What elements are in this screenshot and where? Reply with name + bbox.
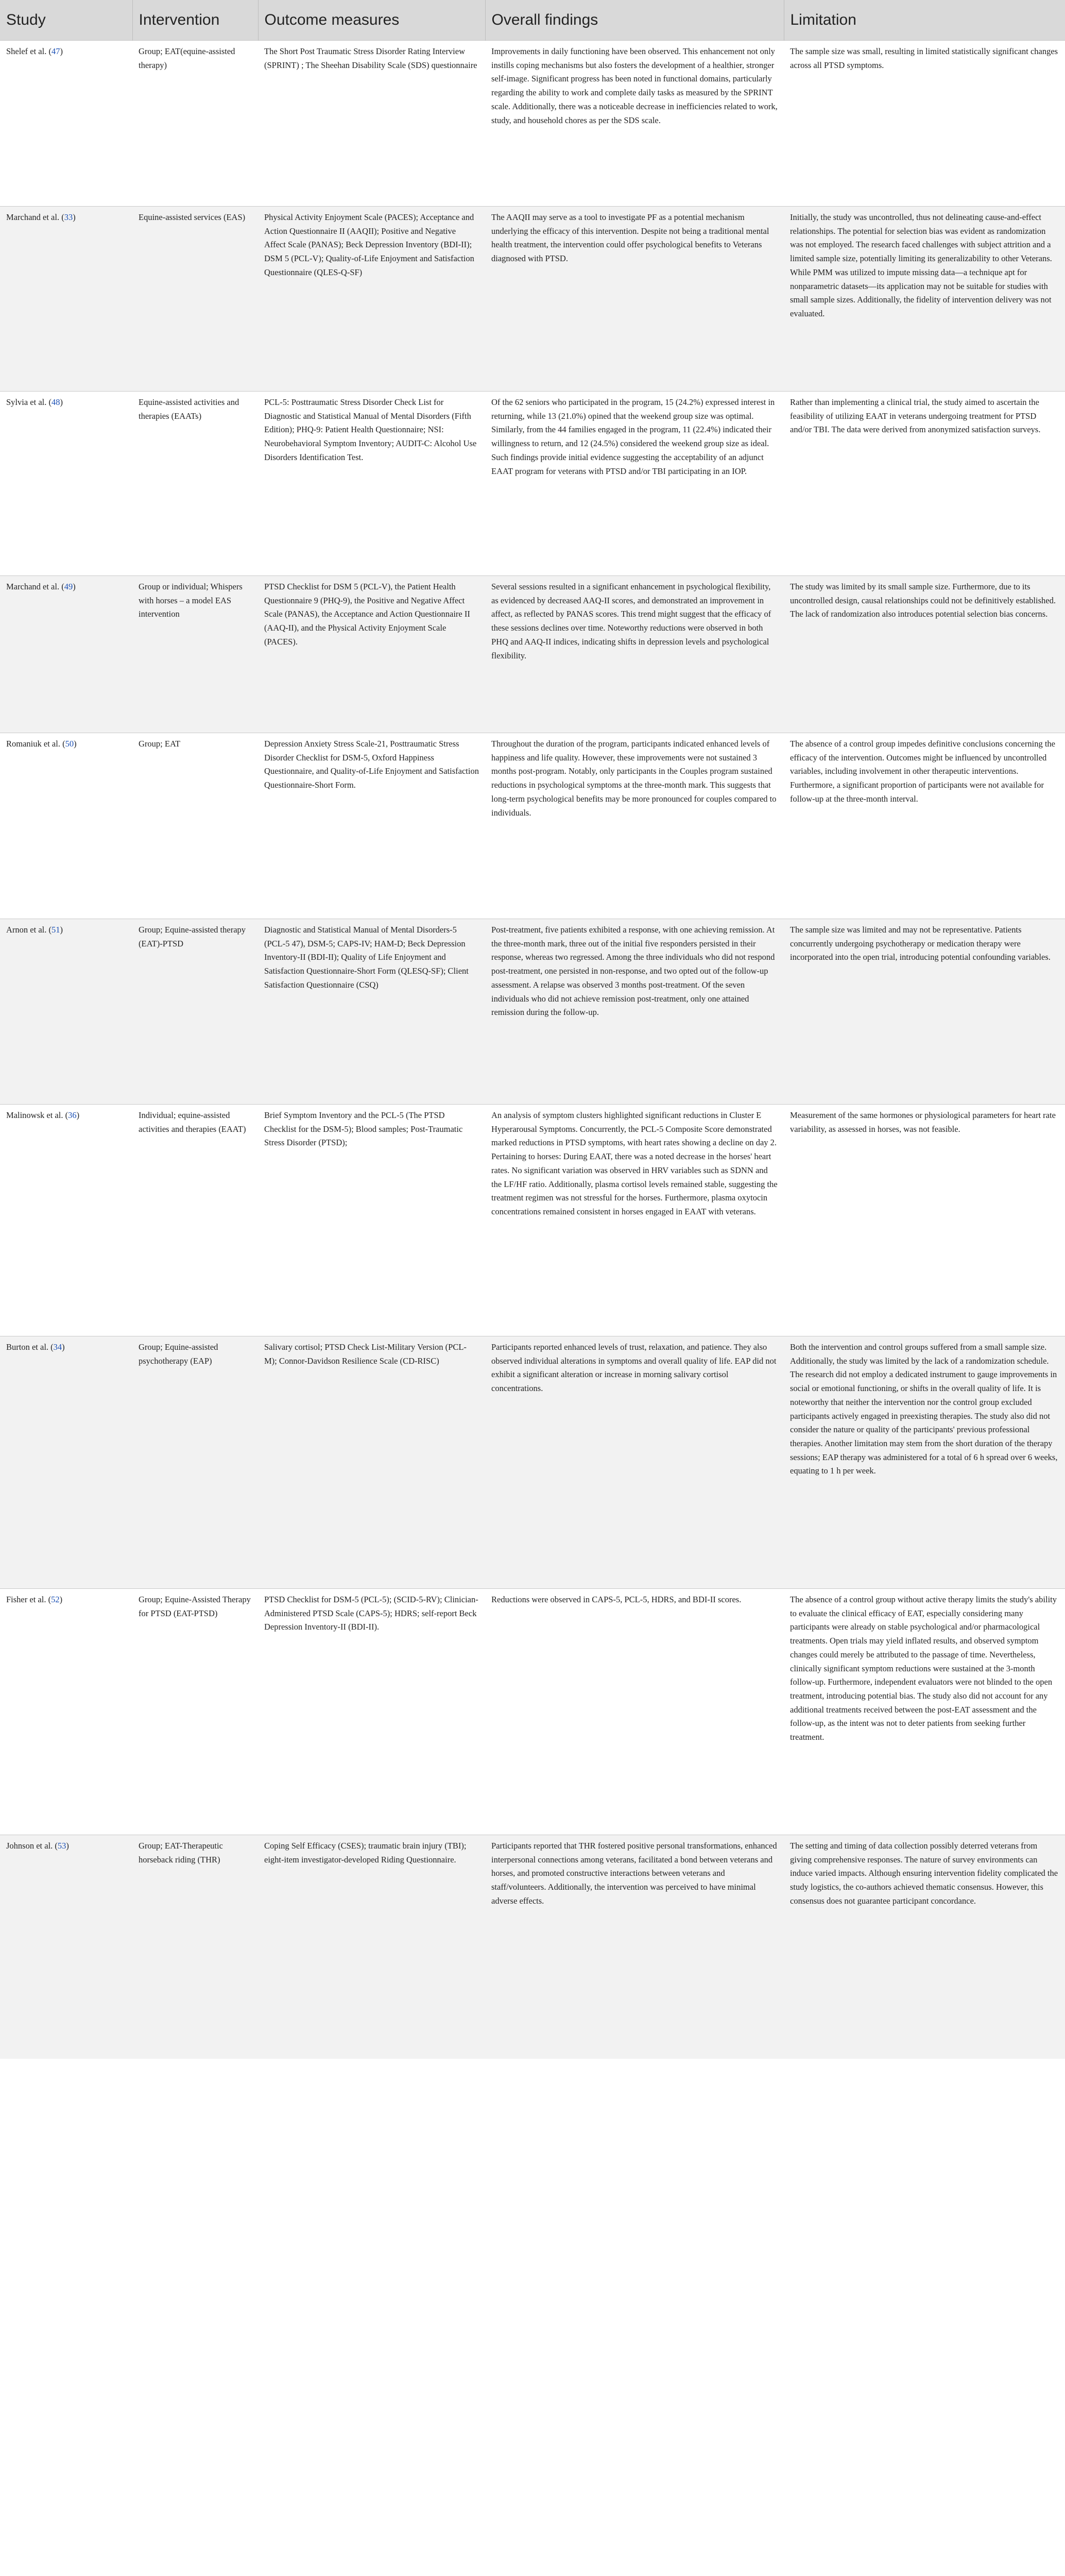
study-cell — [0, 919, 132, 1105]
reference-link[interactable]: 33 — [64, 212, 73, 222]
overall-findings-cell: Throughout the duration of the program, participants indicated enhanced levels of happiness and life quality. However, these improvements were not sustained 3 months post-program. Notably, only participants in the Couples program sustained reductions in psychological symptoms at the three-month mark. This suggests that long-term psychological benefits may be more pronounced for couples compared to individuals. — [485, 733, 784, 919]
overall-findings-cell: Post-treatment, five patients exhibited a response, with one achieving remission. At the three-month mark, three out of the initial five responders persisted in their response, whereas two regressed. Among the three individuals who did not respond post-treatment, one persisted in non-response, and two opted out of the follow-up assessment. A relapse was observed 3 months post-treatment. Of the seven individuals who did not achieve remission post-treatment, only one attained remission during the follow-up. — [485, 919, 784, 1105]
reference-link[interactable]: 52 — [51, 1595, 60, 1604]
study-author-close: ) — [60, 397, 63, 407]
intervention-cell: Group; Equine-assisted therapy (EAT)-PTSD — [132, 919, 258, 1105]
limitation-cell: The absence of a control group without active therapy limits the study's ability to evaluate the clinical efficacy of EAT, especially considering many participants were already on stable psychological and/or pharmacological treatments. Open trials may yield inflated results, and observed symptom changes could merely be attributed to the passage of time. Nevertheless, clinically significant symptom reductions were sustained at the 3-month follow-up. Furthermore, independent evaluators were not blinded to the open treatment, introducing potential bias. The study also did not account for any additional treatments received between the post-EAT assessment and the follow-up, as the intent was not to deter patients from seeking further treatment. — [784, 1589, 1065, 1835]
table-body — [0, 41, 1065, 2059]
intervention-cell: Equine-assisted activities and therapies (EAATs) — [132, 392, 258, 576]
table-row — [0, 576, 1065, 733]
study-author: Shelef et al. ( — [6, 46, 51, 56]
outcome-measures-cell: PTSD Checklist for DSM-5 (PCL-5); (SCID-5-RV); Clinician-Administered PTSD Scale (CAPS-5); HDRS; self-report Beck Depression Inventory-II (BDI-II). — [258, 1589, 485, 1835]
study-author: Marchand et al. ( — [6, 582, 64, 591]
study-author-close: ) — [74, 739, 77, 749]
reference-link[interactable]: 53 — [57, 1841, 66, 1851]
study-author-close: ) — [59, 1595, 63, 1604]
reference-link[interactable]: 48 — [51, 397, 60, 407]
header-overall-findings: Overall findings — [485, 0, 784, 41]
study-author: Malinowsk et al. ( — [6, 1110, 68, 1120]
reference-link[interactable]: 36 — [68, 1110, 77, 1120]
header-limitation: Limitation — [784, 0, 1065, 41]
study-author-close: ) — [66, 1841, 69, 1851]
study-cell — [0, 1835, 132, 2059]
study-cell — [0, 392, 132, 576]
reference-link[interactable]: 50 — [65, 739, 74, 749]
study-author: Sylvia et al. ( — [6, 397, 51, 407]
overall-findings-cell: Improvements in daily functioning have been observed. This enhancement not only instills coping mechanisms but also fosters the development of a healthier, stronger self-image. Significant progress has been noted in functional domains, particularly regarding the ability to work and complete daily tasks as measured by the SPRINT scale. Additionally, there was a noticeable decrease in inefficiencies related to work, study, and household chores as per the SDS scale. — [485, 41, 784, 207]
limitation-cell: Measurement of the same hormones or physiological parameters for heart rate variability, as assessed in horses, was not feasible. — [784, 1105, 1065, 1336]
study-author: Marchand et al. ( — [6, 212, 64, 222]
outcome-measures-cell: Salivary cortisol; PTSD Check List-Military Version (PCL-M); Connor-Davidson Resilience Scale (CD-RISC) — [258, 1336, 485, 1589]
study-author: Johnson et al. ( — [6, 1841, 58, 1851]
table-row — [0, 1835, 1065, 2059]
header-outcome-measures: Outcome measures — [258, 0, 485, 41]
limitation-cell: The sample size was small, resulting in limited statistically significant changes across all PTSD symptoms. — [784, 41, 1065, 207]
limitation-cell: The absence of a control group impedes definitive conclusions concerning the efficacy of the intervention. Outcomes might be influenced by uncontrolled variables, including involvement in other therapeutic interventions. Furthermore, a significant proportion of participants were not available for follow-up at the three-month interval. — [784, 733, 1065, 919]
intervention-cell: Group; EAT-Therapeutic horseback riding (THR) — [132, 1835, 258, 2059]
intervention-cell: Equine-assisted services (EAS) — [132, 207, 258, 392]
study-cell — [0, 1336, 132, 1589]
intervention-cell: Group; Equine-Assisted Therapy for PTSD (EAT-PTSD) — [132, 1589, 258, 1835]
study-author-close: ) — [60, 46, 63, 56]
overall-findings-cell: Reductions were observed in CAPS-5, PCL-5, HDRS, and BDI-II scores. — [485, 1589, 784, 1835]
study-cell — [0, 1589, 132, 1835]
limitation-cell: Rather than implementing a clinical trial, the study aimed to ascertain the feasibility of utilizing EAAT in veterans undergoing treatment for PTSD and/or TBI. The data were derived from anonymized satisfaction surveys. — [784, 392, 1065, 576]
intervention-cell: Group; EAT — [132, 733, 258, 919]
study-author-close: ) — [73, 212, 76, 222]
header-intervention: Intervention — [132, 0, 258, 41]
study-author-close: ) — [76, 1110, 80, 1120]
study-cell — [0, 576, 132, 733]
study-cell — [0, 733, 132, 919]
reference-link[interactable]: 51 — [51, 925, 60, 935]
header-study: Study — [0, 0, 132, 41]
overall-findings-cell: Of the 62 seniors who participated in the program, 15 (24.2%) expressed interest in returning, while 13 (21.0%) opined that the weekend group size was optimal. Similarly, from the 44 families engaged in the program, 11 (22.4%) indicated their willingness to return, and 12 (24.5%) considered the weekend group size as ideal. Such findings provide initial evidence suggesting the acceptability of an adjunct EAAT program for veterans with PTSD and/or TBI participating in an IOP. — [485, 392, 784, 576]
overall-findings-cell: Participants reported that THR fostered positive personal transformations, enhanced interpersonal connections among veterans, facilitated a bond between veterans and horses, and promoted constructive interactions between veterans and staff/volunteers. Additionally, the intervention was perceived to have minimal adverse effects. — [485, 1835, 784, 2059]
limitation-cell: The setting and timing of data collection possibly deterred veterans from giving comprehensive responses. The nature of survey environments can induce varied impacts. Although ensuring intervention fidelity complicated the study logistics, the co-authors achieved thematic consensus. However, this consensus does not guarantee participant concordance. — [784, 1835, 1065, 2059]
table-row — [0, 1589, 1065, 1835]
limitation-cell: The study was limited by its small sample size. Furthermore, due to its uncontrolled design, causal relationships could not be definitively established. The lack of randomization also introduces potential selection bias concerns. — [784, 576, 1065, 733]
outcome-measures-cell: PTSD Checklist for DSM 5 (PCL-V), the Patient Health Questionnaire 9 (PHQ-9), the Positive and Negative Affect Scale (PANAS), the Acceptance and Action Questionnaire II (AAQ-II), and the Physical Activity Enjoyment Scale (PACES). — [258, 576, 485, 733]
intervention-cell: Group or individual; Whispers with horses – a model EAS intervention — [132, 576, 258, 733]
table-row — [0, 41, 1065, 207]
study-author-close: ) — [73, 582, 76, 591]
intervention-cell: Group; EAT(equine-assisted therapy) — [132, 41, 258, 207]
outcome-measures-cell: The Short Post Traumatic Stress Disorder Rating Interview (SPRINT) ; The Sheehan Disability Scale (SDS) questionnaire — [258, 41, 485, 207]
outcome-measures-cell: Depression Anxiety Stress Scale-21, Posttraumatic Stress Disorder Checklist for DSM-5, Oxford Happiness Questionnaire, and Quality-of-Life Enjoyment and Satisfaction Questionnaire-Short Form. — [258, 733, 485, 919]
table-row — [0, 1336, 1065, 1589]
study-author: Burton et al. ( — [6, 1342, 54, 1352]
study-author: Fisher et al. ( — [6, 1595, 51, 1604]
outcome-measures-cell: Physical Activity Enjoyment Scale (PACES); Acceptance and Action Questionnaire II (AAQII); Positive and Negative Affect Scale (PANAS); Beck Depression Inventory (BDI-II); DSM 5 (PCL-V); Quality-of-Life Enjoyment and Satisfaction Questionnaire (QLES-Q-SF) — [258, 207, 485, 392]
table-row — [0, 733, 1065, 919]
overall-findings-cell: An analysis of symptom clusters highlighted significant reductions in Cluster E Hyperarousal Symptoms. Concurrently, the PCL-5 Composite Score demonstrated marked reductions in PTSD symptoms, with heart rates showing a decline on day 2. Pertaining to horses: During EAAT, there was a noted decrease in the horses' heart rates. No significant variation was observed in HRV variables such as SDNN and the LF/HF ratio. Additionally, plasma cortisol levels remained stable, suggesting the treatment regimen was not stressful for the horses. Furthermore, plasma oxytocin concentrations remained consistent in horses engaged in EAAT with veterans. — [485, 1105, 784, 1336]
study-cell — [0, 41, 132, 207]
table-row — [0, 919, 1065, 1105]
study-author-close: ) — [62, 1342, 65, 1352]
header-row — [0, 0, 1065, 41]
outcome-measures-cell: Diagnostic and Statistical Manual of Mental Disorders-5 (PCL-5 47), DSM-5; CAPS-IV; HAM-D; Beck Depression Inventory-II (BDI-II); Quality of Life Enjoyment and Satisfaction Questionnaire-Short Form (QLESQ-SF); Client Satisfaction Questionnaire (CSQ) — [258, 919, 485, 1105]
table-header — [0, 0, 1065, 41]
study-cell — [0, 207, 132, 392]
study-cell — [0, 1105, 132, 1336]
table-row — [0, 1105, 1065, 1336]
outcome-measures-cell: Coping Self Efficacy (CSES); traumatic brain injury (TBI); eight-item investigator-developed Riding Questionnaire. — [258, 1835, 485, 2059]
table-row — [0, 392, 1065, 576]
overall-findings-cell: Participants reported enhanced levels of trust, relaxation, and patience. They also observed individual alterations in symptoms and overall quality of life. EAP did not exhibit a significant alteration or increase in morning salivary cortisol concentrations. — [485, 1336, 784, 1589]
outcome-measures-cell: Brief Symptom Inventory and the PCL-5 (The PTSD Checklist for the DSM-5); Blood samples; Post-Traumatic Stress Disorder (PTSD); — [258, 1105, 485, 1336]
intervention-cell: Individual; equine-assisted activities and therapies (EAAT) — [132, 1105, 258, 1336]
limitation-cell: The sample size was limited and may not be representative. Patients concurrently undergoing psychotherapy or medication therapy were incorporated into the open trial, introducing potential confounding variables. — [784, 919, 1065, 1105]
intervention-cell: Group; Equine-assisted psychotherapy (EAP) — [132, 1336, 258, 1589]
reference-link[interactable]: 34 — [53, 1342, 62, 1352]
table-row — [0, 207, 1065, 392]
study-author: Romaniuk et al. ( — [6, 739, 65, 749]
study-author-close: ) — [60, 925, 63, 935]
outcome-measures-cell: PCL-5: Posttraumatic Stress Disorder Check List for Diagnostic and Statistical Manual of Mental Disorders (Fifth Edition); PHQ-9: Patient Health Questionnaire; NSI: Neurobehavioral Symptom Inventory; AUDIT-C: Alcohol Use Disorders Identification Test. — [258, 392, 485, 576]
reference-link[interactable]: 47 — [51, 46, 60, 56]
limitation-cell: Initially, the study was uncontrolled, thus not delineating cause-and-effect relationships. The potential for selection bias was evident as randomization was not employed. The research faced challenges with subject attrition and a limited sample size, potentially limiting its generalizability to other Veterans. While PMM was utilized to impute missing data—a technique apt for nonparametric datasets—its application may not be suitable for studies with small sample sizes. Additionally, the fidelity of intervention delivery was not evaluated. — [784, 207, 1065, 392]
limitation-cell: Both the intervention and control groups suffered from a small sample size. Additionally, the study was limited by the lack of a randomization schedule. The research did not employ a dedicated instrument to gauge improvements in social or emotional functioning, or shifts in the overall quality of life. It is noteworthy that neither the intervention nor the control group excluded participants actively engaged in preexisting therapies. The study also did not consider the nature or quality of the participants' previous professional therapies. Another limitation may stem from the short duration of the therapy sessions; EAP therapy was administered for a total of 6 h spread over 6 weeks, equating to 1 h per week. — [784, 1336, 1065, 1589]
overall-findings-cell: The AAQII may serve as a tool to investigate PF as a potential mechanism underlying the efficacy of this intervention. Despite not being a traditional mental health treatment, the intervention could offer psychological benefits to Veterans diagnosed with PTSD. — [485, 207, 784, 392]
overall-findings-cell: Several sessions resulted in a significant enhancement in psychological flexibility, as evidenced by decreased AAQ-II scores, and demonstrated an improvement in affect, as reflected by PANAS scores. This trend might suggest that the efficacy of these sessions declines over time. Noteworthy reductions were observed in both PHQ and AAQ-II indices, indicating shifts in depression levels and psychological flexibility. — [485, 576, 784, 733]
study-author: Arnon et al. ( — [6, 925, 51, 935]
reference-link[interactable]: 49 — [64, 582, 73, 591]
